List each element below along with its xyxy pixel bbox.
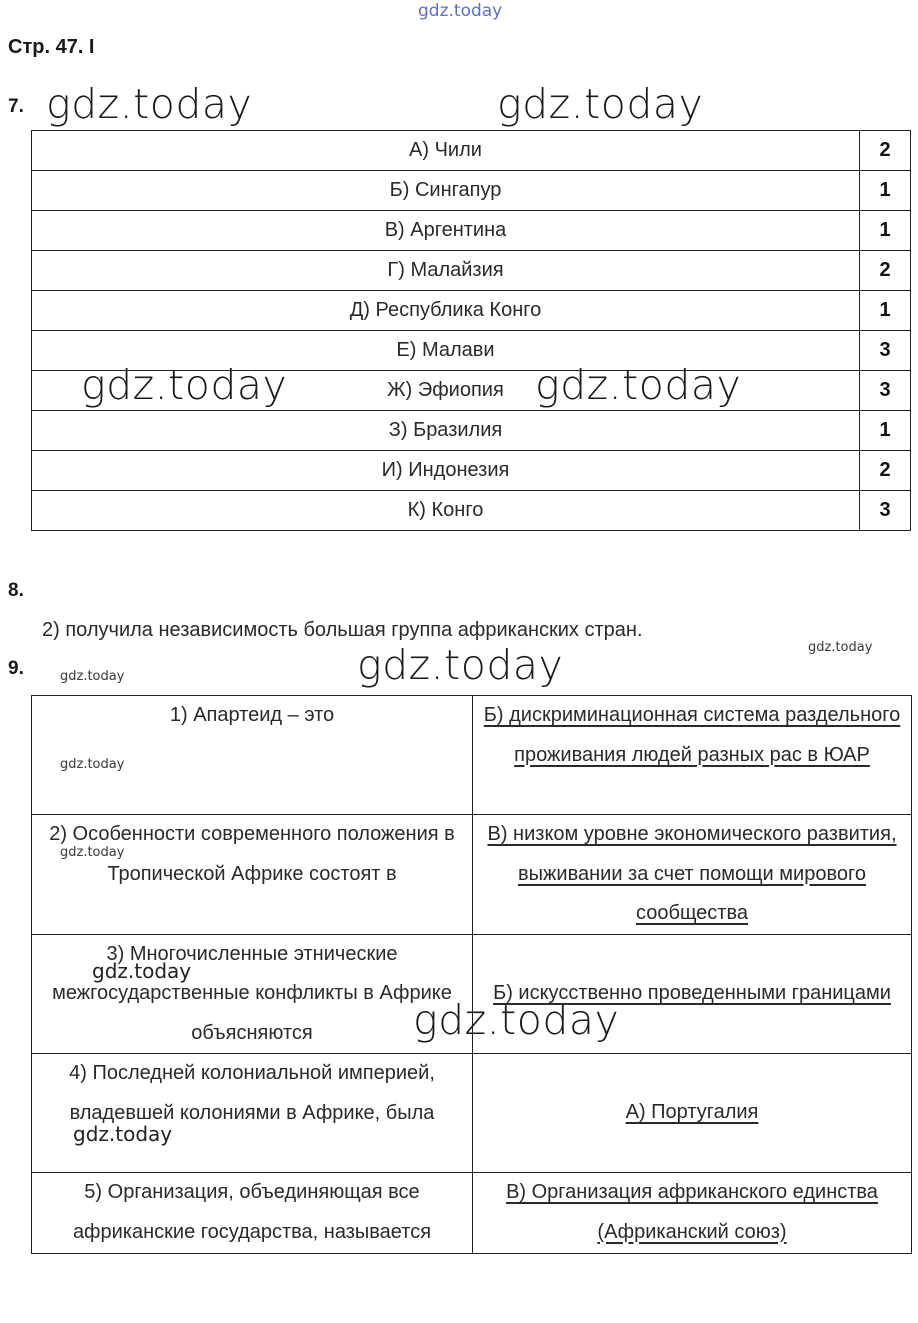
answer-cell <box>473 1054 912 1173</box>
question-9-number: 9. <box>8 658 24 679</box>
watermark: gdz.today <box>413 996 620 1044</box>
answer-number-cell: 1 <box>860 411 911 451</box>
question-8-answer: 2) получила независимость большая группа африканских стран. <box>42 619 643 641</box>
table-row <box>32 696 912 815</box>
answer-number-cell: 2 <box>860 131 911 171</box>
country-cell: Е) Малави <box>32 331 860 371</box>
answer-cell <box>473 815 912 935</box>
watermark: gdz.today <box>60 669 125 684</box>
table-row <box>32 815 912 935</box>
answer-text: Б) искусственно проведенными границами <box>493 982 891 1004</box>
watermark: gdz.today <box>357 641 564 689</box>
table-row <box>32 1173 912 1254</box>
question-cell: 4) Последней колониальной империей, владевшей колониями в Африке, была <box>32 1054 473 1173</box>
table-row <box>32 131 911 171</box>
answer-number-cell: 3 <box>860 491 911 531</box>
answer-number-cell: 2 <box>860 451 911 491</box>
table-row <box>32 291 911 331</box>
table-row <box>32 411 911 451</box>
question-8-number: 8. <box>8 580 24 601</box>
country-cell: В) Аргентина <box>32 211 860 251</box>
table-row <box>32 171 911 211</box>
answer-text: А) Португалия <box>625 1101 759 1124</box>
table-row <box>32 211 911 251</box>
country-cell: Г) Малайзия <box>32 251 860 291</box>
answer-number-cell: 1 <box>860 291 911 331</box>
country-cell: К) Конго <box>32 491 860 531</box>
country-cell: Д) Республика Конго <box>32 291 860 331</box>
table-row <box>32 451 911 491</box>
answer-cell <box>473 696 912 815</box>
watermark: gdz.today <box>46 80 253 128</box>
question-cell: 2) Особенности современного положения в Тропической Африке состоят в <box>32 815 473 935</box>
question-cell: 3) Многочисленные этнические межгосударственные конфликты в Африке объясняются <box>32 934 473 1054</box>
table-row <box>32 1054 912 1173</box>
table-row <box>32 491 911 531</box>
watermark: gdz.today <box>535 361 742 409</box>
answer-number-cell: 2 <box>860 251 911 291</box>
answer-text: В) низком уровне экономического развития, выживании за счет помощи мирового сообщества <box>487 823 897 924</box>
answer-text: Б) дискриминационная система раздельного проживания людей разных рас в ЮАР <box>483 704 901 766</box>
country-cell: Б) Сингапур <box>32 171 860 211</box>
country-cell: А) Чили <box>32 131 860 171</box>
answer-number-cell: 3 <box>860 371 911 411</box>
watermark: gdz.today <box>60 845 125 860</box>
question-cell: 5) Организация, объединяющая все африканские государства, называется <box>32 1173 473 1254</box>
watermark: gdz.today <box>81 361 288 409</box>
answer-number-cell: 1 <box>860 171 911 211</box>
country-cell: З) Бразилия <box>32 411 860 451</box>
question-7-table <box>31 130 911 531</box>
answer-text: В) Организация африканского единства (Африканский союз) <box>506 1181 878 1243</box>
answer-number-cell: 1 <box>860 211 911 251</box>
page-heading: Стр. 47. I <box>8 36 95 58</box>
answer-cell <box>473 1173 912 1254</box>
question-cell: 1) Апартеид – это <box>32 696 473 815</box>
answer-number-cell: 3 <box>860 331 911 371</box>
watermark: gdz.today <box>497 80 704 128</box>
watermark: gdz.today <box>60 757 125 772</box>
country-cell: Ж) Эфиопия <box>32 371 860 411</box>
watermark: gdz.today <box>808 640 873 655</box>
watermark: gdz.today <box>92 959 192 983</box>
watermark: gdz.today <box>73 1122 173 1146</box>
question-7-number: 7. <box>8 96 24 117</box>
table-row <box>32 251 911 291</box>
country-cell: И) Индонезия <box>32 451 860 491</box>
watermark-top: gdz.today <box>418 1 503 21</box>
